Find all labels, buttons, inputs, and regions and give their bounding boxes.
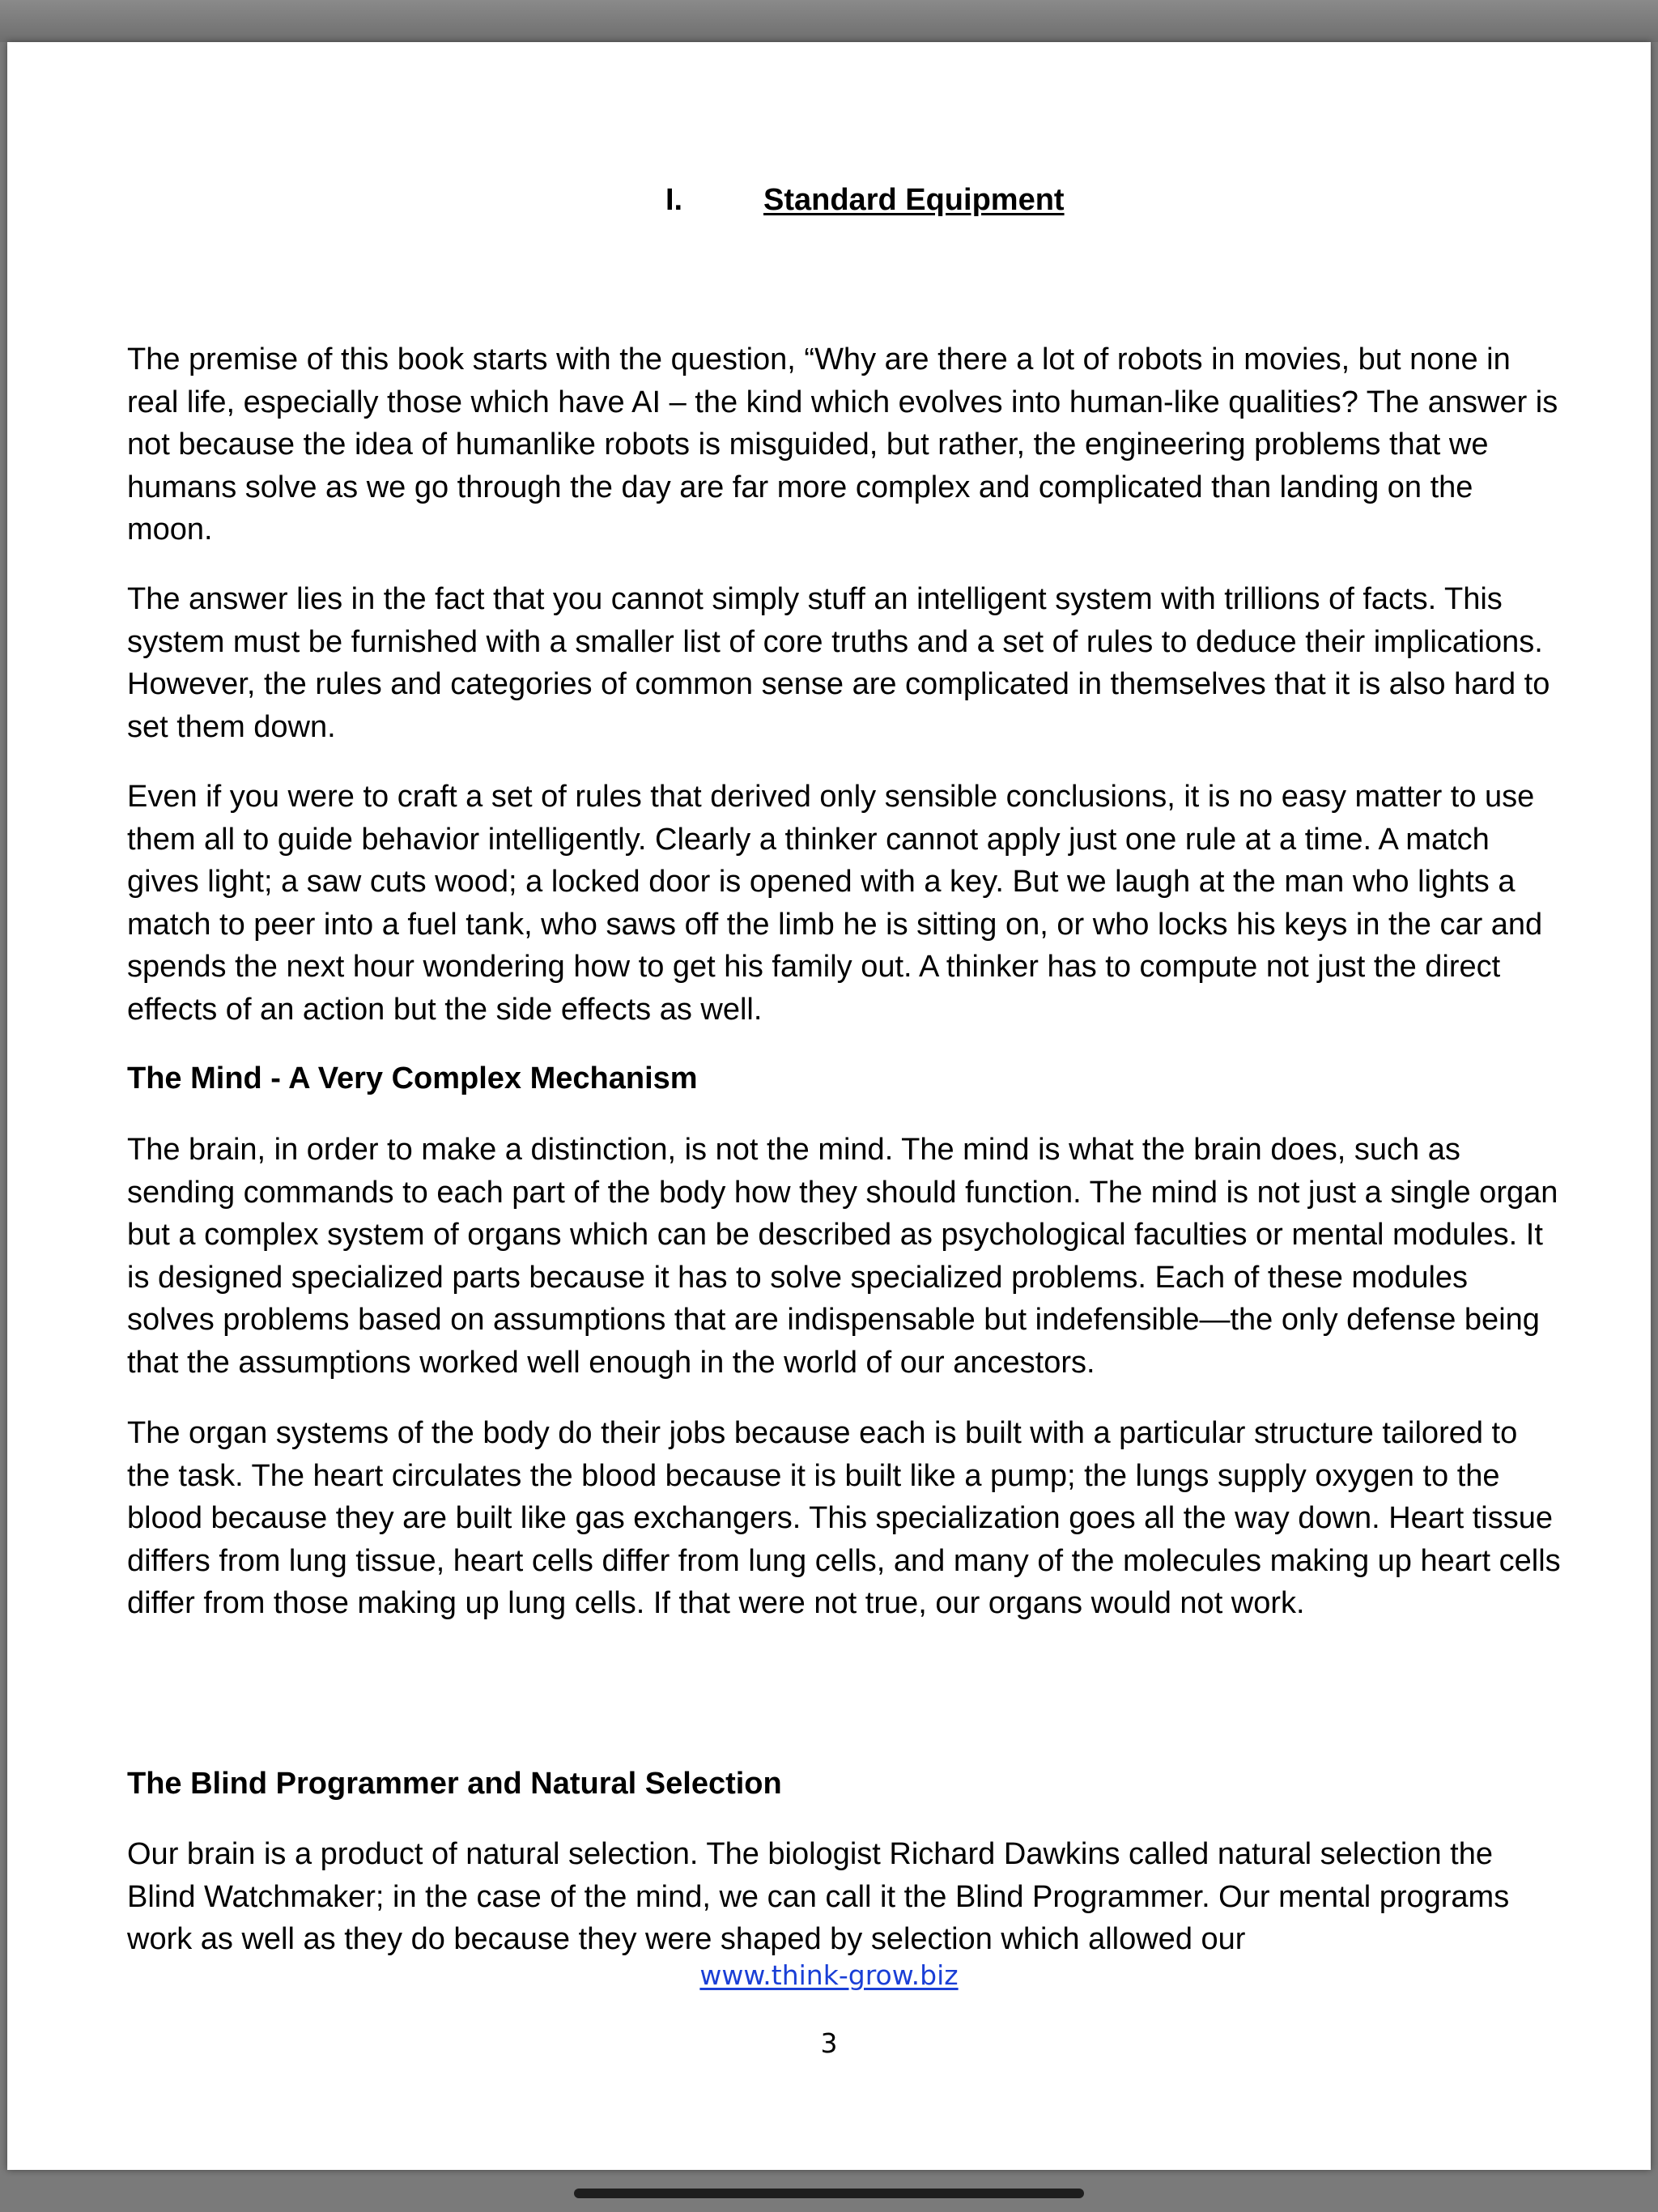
chapter-title: Standard Equipment (763, 183, 1065, 217)
subheading-mind: The Mind - A Very Complex Mechanism (127, 1061, 698, 1095)
home-indicator[interactable] (574, 2189, 1084, 2198)
paragraph-selection: Our brain is a product of natural selection. The biologist Richard Dawkins called natural selection the Blind Watchmaker; in the case of the mind, we can call it the Blind Programmer. Our mental programs work as well as they do because they were shaped by selection which allowed our (127, 1837, 1510, 1956)
paragraph-rules: Even if you were to craft a set of rules that derived only sensible conclusions, it is no easy matter to use them all to guide behavior intelligently. Clearly a thinker cannot apply just one rule at a time. A match gives light; a saw cuts wood; a locked door is opened with a key. But we laugh at the man who lights a match to peer into a fuel tank, who saws off the limb he is sitting on, or who locks his keys in the car and spends the next hour wondering how to get his family out. A thinker has to compute not just the direct effects of an action but the side effects as well. (127, 780, 1543, 1027)
document-page (7, 42, 1651, 2170)
footer-website-link[interactable]: www.think-grow.biz (699, 1959, 959, 1991)
chapter-number: I. (665, 183, 683, 217)
paragraph-organs: The organ systems of the body do their jobs because each is built with a particular structure tailored to the task. The heart circulates the blood because it is built like a pump; the lungs supply oxygen to the blood because they are built like gas exchangers. This specialization goes all the way down. Heart tissue differs from lung tissue, heart cells differ from lung cells, and many of the molecules making up heart cells differ from those making up lung cells. If that were not true, our organs would not work. (127, 1416, 1561, 1620)
top-bar (0, 0, 1658, 42)
paragraph-answer: The answer lies in the fact that you cannot simply stuff an intelligent system with trillions of facts. This system must be furnished with a smaller list of core truths and a set of rules to deduce their implications. However, the rules and categories of common sense are complicated in themselves that it is also hard to set them down. (127, 582, 1550, 744)
subheading-programmer: The Blind Programmer and Natural Selection (127, 1767, 782, 1801)
paragraph-brain: The brain, in order to make a distinction, is not the mind. The mind is what the brain does, such as sending commands to each part of the body how they should function. The mind is not just a single organ but a complex system of organs which can be described as psychological faculties or mental modules. It is designed specialized parts because it has to solve specialized problems. Each of these modules solves problems based on assumptions that are indispensable but indefensible—the only defense being that the assumptions worked well enough in the world of our ancestors. (127, 1133, 1558, 1380)
paragraph-premise: The premise of this book starts with the question, “Why are there a lot of robots in movies, but none in real life, especially those which have AI – the kind which evolves into human-like qualities? The answer is not because the idea of humanlike robots is misguided, but rather, the engineering problems that we humans solve as we go through the day are far more complex and complicated than landing on the moon. (127, 342, 1558, 547)
page-number: 3 (820, 2027, 838, 2059)
